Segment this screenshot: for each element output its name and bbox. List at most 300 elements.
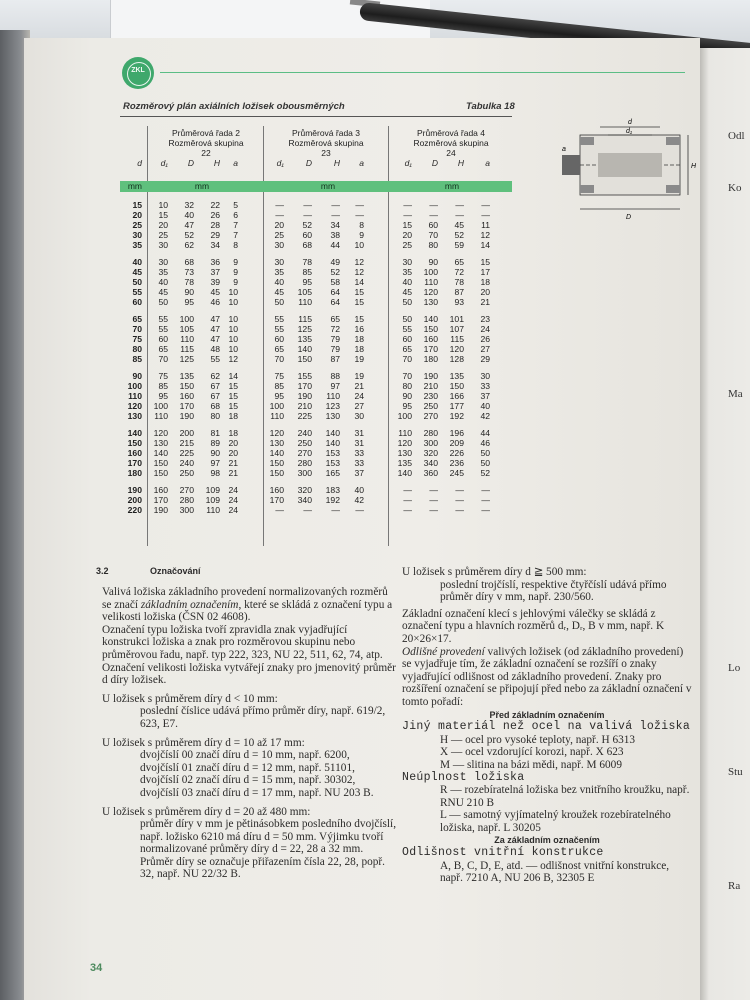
- table-cell: 280: [179, 495, 194, 505]
- table-cell: 300: [179, 505, 194, 515]
- table-cell: 15: [480, 257, 490, 267]
- table-cell: 30: [158, 257, 168, 267]
- table-cell: 140: [153, 448, 168, 458]
- table-cell: 42: [354, 495, 364, 505]
- table-cell: —: [331, 505, 340, 515]
- table-top-rule: [120, 116, 512, 117]
- rule-heading: U ložisek s průměrem díry d = 10 až 17 mm:: [102, 736, 305, 749]
- bore-diameter-cell: 50: [132, 277, 142, 287]
- table-cell: 21: [228, 458, 238, 468]
- table-cell: 236: [449, 458, 464, 468]
- table-cell: 46: [210, 297, 220, 307]
- subheading-after: Za základním označením: [494, 835, 600, 846]
- diagram-label-H: H: [691, 163, 697, 170]
- table-cell: 115: [180, 344, 194, 354]
- text: valivých ložisek (od základního provedení) se vyjadřuje tím, že základní označení se rozšíří o znaky vyjadřující odlišnost od základního provedení. Znaky pro rozšíření označení se připojují před nebo za základní označení v tomto pořadí:: [402, 645, 692, 708]
- table-cell: 30: [402, 257, 412, 267]
- table-cell: 95: [402, 401, 412, 411]
- table-cell: 150: [153, 458, 168, 468]
- table-row: [120, 230, 512, 240]
- table-cell: 79: [330, 344, 340, 354]
- table-cell: 210: [297, 401, 312, 411]
- table-number: Tabulka 18: [466, 101, 515, 112]
- right-text-column: [402, 566, 692, 885]
- table-cell: 24: [480, 324, 490, 334]
- table-cell: 170: [423, 344, 438, 354]
- list-item: R — rozebíratelná ložiska bez vnitřního kroužku, např. RNU 210 B: [440, 784, 690, 809]
- table-cell: —: [455, 200, 464, 210]
- table-cell: 67: [210, 391, 220, 401]
- table-cell: 340: [423, 458, 438, 468]
- table-cell: 101: [449, 314, 464, 324]
- shaft-washer: [598, 153, 662, 177]
- table-cell: 15: [402, 220, 412, 230]
- table-cell: 12: [228, 354, 238, 364]
- table-cell: 19: [354, 371, 364, 381]
- table-cell: 110: [326, 391, 340, 401]
- table-cell: 125: [297, 324, 312, 334]
- table-cell: 59: [454, 240, 464, 250]
- table-cell: 15: [158, 210, 168, 220]
- paragraph: [102, 586, 397, 624]
- table-cell: —: [481, 210, 490, 220]
- bore-diameter-cell: 140: [127, 428, 142, 438]
- table-cell: 65: [454, 257, 464, 267]
- table-cell: 20: [228, 448, 238, 458]
- table-cell: 120: [449, 344, 464, 354]
- table-cell: 85: [274, 381, 284, 391]
- table-cell: 50: [480, 458, 490, 468]
- group-line: Rozměrová skupina: [288, 138, 364, 148]
- next-page-fragment: Ma: [728, 388, 743, 400]
- table-cell: 18: [480, 277, 490, 287]
- table-cell: 160: [179, 391, 194, 401]
- table-cell: 90: [428, 257, 438, 267]
- table-cell: 75: [158, 371, 168, 381]
- table-cell: 150: [153, 468, 168, 478]
- table-row: [120, 381, 512, 391]
- table-cell: 30: [158, 240, 168, 250]
- table-cell: 45: [402, 287, 412, 297]
- table-cell: 9: [233, 267, 238, 277]
- group-header-24: [392, 128, 510, 158]
- table-cell: 250: [179, 468, 194, 478]
- table-cell: 80: [428, 240, 438, 250]
- table-cell: 100: [423, 267, 438, 277]
- bore-diameter-cell: 190: [127, 485, 142, 495]
- table-cell: 135: [179, 371, 194, 381]
- table-cell: 120: [269, 428, 284, 438]
- table-cell: 150: [423, 324, 438, 334]
- next-page-edge: [700, 48, 750, 1000]
- table-cell: 109: [205, 495, 220, 505]
- table-cell: 100: [179, 314, 194, 324]
- table-cell: 280: [297, 458, 312, 468]
- table-cell: 11: [481, 220, 490, 230]
- table-cell: 29: [480, 354, 490, 364]
- emphasis: základním označením: [140, 598, 239, 611]
- table-cell: 130: [153, 438, 168, 448]
- table-row: [120, 210, 512, 220]
- table-cell: 19: [354, 354, 364, 364]
- table-cell: 120: [397, 438, 412, 448]
- bearing-ring: [666, 185, 680, 193]
- bore-diameter-cell: 110: [128, 391, 142, 401]
- table-cell: 55: [210, 354, 220, 364]
- table-row: [120, 344, 512, 354]
- table-cell: 105: [297, 287, 312, 297]
- diagram-label-d1: d₁: [626, 128, 633, 135]
- bore-diameter-cell: 150: [127, 438, 142, 448]
- table-cell: 110: [180, 334, 194, 344]
- table-cell: 24: [354, 391, 364, 401]
- table-cell: 20: [480, 287, 490, 297]
- table-cell: 10: [228, 334, 238, 344]
- table-cell: 55: [402, 324, 412, 334]
- table-cell: 47: [210, 334, 220, 344]
- table-cell: 70: [402, 354, 412, 364]
- table-cell: 40: [480, 401, 490, 411]
- table-cell: 52: [330, 267, 340, 277]
- table-cell: 115: [450, 334, 464, 344]
- table-cell: 130: [423, 297, 438, 307]
- table-cell: 10: [228, 287, 238, 297]
- table-cell: 60: [302, 230, 312, 240]
- bore-diameter-cell: 55: [132, 287, 142, 297]
- table-cell: 78: [454, 277, 464, 287]
- table-cell: 87: [330, 354, 340, 364]
- table-cell: 245: [449, 468, 464, 478]
- table-cell: 64: [330, 287, 340, 297]
- shaft-stub: [562, 155, 580, 175]
- table-cell: 160: [269, 485, 284, 495]
- table-cell: 65: [158, 344, 168, 354]
- table-cell: 88: [330, 371, 340, 381]
- table-cell: 165: [325, 468, 340, 478]
- table-cell: 153: [325, 448, 340, 458]
- table-cell: —: [455, 505, 464, 515]
- table-cell: 18: [354, 334, 364, 344]
- next-page-fragment: Ko: [728, 182, 742, 194]
- table-title: Rozměrový plán axiálních ložisek obousměrných: [123, 101, 345, 112]
- table-cell: 89: [210, 438, 220, 448]
- table-cell: 100: [153, 401, 168, 411]
- table-cell: 240: [297, 428, 312, 438]
- table-cell: —: [429, 485, 438, 495]
- table-cell: 12: [354, 257, 364, 267]
- table-cell: 170: [269, 495, 284, 505]
- list-item: A, B, C, D, E, atd. — odlišnost vnitřní konstrukce, např. 7210 A, NU 206 B, 32305 E: [440, 859, 670, 885]
- subheading-before: Před základním označením: [489, 709, 605, 720]
- table-cell: 10: [228, 314, 238, 324]
- table-cell: 120: [153, 428, 168, 438]
- bearing-ring: [580, 185, 594, 193]
- rule-line: dvojčíslí 00 značí díru d = 10 mm, např. 6200,: [140, 749, 350, 762]
- table-row: [120, 371, 512, 381]
- table-cell: 20: [228, 438, 238, 448]
- table-cell: —: [355, 200, 364, 210]
- header-rule: [160, 72, 685, 73]
- table-cell: 105: [179, 324, 194, 334]
- bore-diameter-cell: 85: [132, 354, 142, 364]
- bore-diameter-cell: 200: [127, 495, 142, 505]
- table-cell: 50: [402, 314, 412, 324]
- section-title: Označování: [150, 566, 201, 576]
- table-cell: 78: [184, 277, 194, 287]
- table-cell: 90: [402, 391, 412, 401]
- table-cell: 47: [210, 314, 220, 324]
- text: , které se skládá z označení typu a velikosti ložiska (ČSN 02 4608).: [102, 598, 393, 624]
- page-number: 34: [90, 962, 103, 974]
- bore-diameter-cell: 40: [132, 257, 142, 267]
- bore-diameter-cell: 80: [132, 344, 142, 354]
- table-cell: 190: [423, 371, 438, 381]
- emphasis: Odlišné provedení: [402, 645, 485, 658]
- table-cell: 90: [210, 448, 220, 458]
- unit-group-23: mm: [320, 181, 336, 191]
- column-header: d₁: [404, 158, 412, 168]
- table-cell: 46: [480, 438, 490, 448]
- rule-body: poslední číslice udává přímo průměr díry, např. 619/2, 623, E7.: [140, 705, 386, 730]
- column-header: H: [333, 158, 340, 168]
- table-cell: —: [403, 505, 412, 515]
- table-cell: 26: [480, 334, 490, 344]
- column-header-row: [120, 158, 512, 170]
- table-cell: 9: [233, 257, 238, 267]
- table-cell: 32: [184, 200, 194, 210]
- table-cell: 85: [158, 381, 168, 391]
- table-cell: 87: [454, 287, 464, 297]
- table-cell: —: [455, 485, 464, 495]
- unit-row: [120, 181, 512, 192]
- table-cell: —: [429, 505, 438, 515]
- paragraph: Označení typu ložiska tvoří zpravidla znak vyjadřující konstrukci ložiska a znak pro rozměrovou skupinu nebo průměrovou řadu, např. typ 222, 323, NU 22, 511, 62, 74, atp.: [102, 623, 383, 661]
- table-cell: 85: [302, 267, 312, 277]
- table-cell: 180: [423, 354, 438, 364]
- table-cell: 23: [480, 314, 490, 324]
- table-cell: —: [403, 495, 412, 505]
- column-header: D: [305, 158, 312, 168]
- table-row: [120, 438, 512, 448]
- logo-text: ZKL: [131, 67, 145, 74]
- table-cell: 60: [402, 334, 412, 344]
- group-line: Průměrová řada 2: [171, 128, 241, 138]
- next-page-fragment: Ra: [728, 880, 741, 892]
- table-cell: 226: [449, 448, 464, 458]
- table-cell: —: [303, 200, 312, 210]
- table-cell: 170: [297, 381, 312, 391]
- table-cell: 225: [179, 448, 194, 458]
- table-row: [120, 411, 512, 421]
- table-cell: 110: [424, 277, 438, 287]
- table-cell: 33: [354, 448, 364, 458]
- table-cell: 20: [402, 230, 412, 240]
- unit-group-22: mm: [194, 181, 210, 191]
- table-cell: 35: [274, 267, 284, 277]
- table-cell: 38: [330, 230, 340, 240]
- column-header: d₁: [160, 158, 168, 168]
- bore-diameter-cell: 70: [132, 324, 142, 334]
- table-cell: 80: [402, 381, 412, 391]
- table-cell: 39: [210, 277, 220, 287]
- table-cell: —: [429, 495, 438, 505]
- table-cell: 16: [354, 324, 364, 334]
- table-cell: 30: [274, 240, 284, 250]
- table-cell: 150: [297, 354, 312, 364]
- table-cell: 60: [274, 334, 284, 344]
- table-cell: 21: [228, 468, 238, 478]
- table-row: [120, 257, 512, 267]
- table-cell: 9: [359, 230, 364, 240]
- table-cell: 340: [297, 495, 312, 505]
- paragraph: Označení velikosti ložiska vytvářejí znaky pro jmenovitý průměr d díry ložisek.: [102, 661, 396, 687]
- table-cell: 270: [423, 411, 438, 421]
- table-row: [120, 354, 512, 364]
- table-cell: 44: [330, 240, 340, 250]
- table-cell: 60: [158, 334, 168, 344]
- rule-line: dvojčíslí 01 značí díru d = 12 mm, např. 51101,: [140, 761, 355, 774]
- table-cell: 68: [184, 257, 194, 267]
- table-cell: 28: [210, 220, 220, 230]
- table-cell: 100: [397, 411, 412, 421]
- table-row: [120, 200, 512, 210]
- table-cell: 18: [228, 428, 238, 438]
- table-cell: 68: [210, 401, 220, 411]
- table-cell: 14: [480, 240, 490, 250]
- zkl-logo: [122, 57, 154, 89]
- table-cell: 62: [184, 240, 194, 250]
- table-cell: 34: [330, 220, 340, 230]
- table-cell: 170: [153, 495, 168, 505]
- table-cell: 30: [480, 371, 490, 381]
- table-cell: 190: [179, 411, 194, 421]
- unit-group-24: mm: [444, 181, 460, 191]
- column-header: H: [213, 158, 220, 168]
- table-cell: 36: [210, 257, 220, 267]
- table-cell: 10: [228, 344, 238, 354]
- table-cell: 72: [454, 267, 464, 277]
- rule-line: dvojčíslí 02 značí díru d = 15 mm, např. 30302,: [140, 774, 356, 787]
- table-row: [120, 334, 512, 344]
- table-cell: 45: [158, 287, 168, 297]
- table-cell: 135: [397, 458, 412, 468]
- next-page-fragment: Stu: [728, 766, 743, 778]
- table-cell: 30: [274, 257, 284, 267]
- table-cell: 270: [179, 485, 194, 495]
- table-cell: 14: [354, 277, 364, 287]
- bore-diameter-cell: 170: [127, 458, 142, 468]
- table-cell: 40: [402, 277, 412, 287]
- table-cell: 55: [158, 324, 168, 334]
- table-cell: 80: [210, 411, 220, 421]
- table-cell: —: [275, 505, 284, 515]
- bearing-cross-section-diagram: [560, 115, 700, 225]
- table-cell: 140: [325, 428, 340, 438]
- table-cell: 78: [302, 257, 312, 267]
- table-cell: 153: [325, 458, 340, 468]
- paragraph: [402, 646, 692, 709]
- table-cell: 12: [354, 267, 364, 277]
- table-cell: 44: [480, 428, 490, 438]
- diagram-label-D: D: [626, 214, 632, 221]
- table-cell: 24: [228, 485, 238, 495]
- table-cell: 240: [179, 458, 194, 468]
- diagram-label-d: d: [628, 119, 632, 126]
- bore-diameter-cell: 120: [127, 401, 142, 411]
- table-cell: 70: [402, 371, 412, 381]
- table-cell: 95: [184, 297, 194, 307]
- rule-body: průměr díry v mm je pětinásobkem posledního dvojčíslí, např. ložisko 6210 má díru d = 50 mm. Výjimku tvoří normalizované průměry díry d = 22, 28 a 32 mm. Průměr díry se označuje přiřazením čísla 22, 28, popř. 32, např. NU 22/32 B.: [140, 818, 397, 881]
- table-cell: 150: [269, 468, 284, 478]
- group-header-23: [266, 128, 386, 158]
- bore-diameter-cell: 180: [127, 468, 142, 478]
- table-cell: 190: [153, 505, 168, 515]
- table-cell: 209: [449, 438, 464, 448]
- table-cell: 79: [330, 334, 340, 344]
- table-row: [120, 401, 512, 411]
- table-cell: 130: [269, 438, 284, 448]
- table-cell: 150: [449, 381, 464, 391]
- table-cell: 47: [184, 220, 194, 230]
- table-cell: 64: [330, 297, 340, 307]
- material-heading: Jiný materiál než ocel na valivá ložiska: [402, 720, 691, 734]
- table-cell: 160: [423, 334, 438, 344]
- table-cell: 280: [423, 428, 438, 438]
- table-cell: 140: [397, 468, 412, 478]
- table-cell: 123: [325, 401, 340, 411]
- table-cell: 15: [228, 391, 238, 401]
- table-row: [120, 485, 512, 495]
- table-cell: 93: [454, 297, 464, 307]
- table-cell: 42: [480, 411, 490, 421]
- table-cell: —: [303, 210, 312, 220]
- table-cell: 52: [454, 230, 464, 240]
- table-cell: 10: [354, 240, 364, 250]
- table-row: [120, 297, 512, 307]
- table-cell: 52: [480, 468, 490, 478]
- table-cell: 135: [297, 334, 312, 344]
- table-cell: 20: [158, 220, 168, 230]
- column-header: a: [485, 158, 490, 168]
- rule-heading: U ložisek s průměrem díry d < 10 mm:: [102, 692, 278, 705]
- table-cell: —: [481, 200, 490, 210]
- table-cell: 25: [274, 230, 284, 240]
- table-cell: 35: [402, 267, 412, 277]
- bore-diameter-cell: 15: [132, 200, 142, 210]
- table-cell: 65: [274, 344, 284, 354]
- table-cell: 115: [298, 314, 312, 324]
- column-header: a: [233, 158, 238, 168]
- table-cell: 5: [233, 200, 238, 210]
- table-cell: 183: [325, 485, 340, 495]
- table-cell: —: [303, 505, 312, 515]
- table-cell: 160: [153, 485, 168, 495]
- table-cell: 10: [228, 324, 238, 334]
- table-cell: 150: [269, 458, 284, 468]
- column-header: D: [187, 158, 194, 168]
- table-cell: 52: [184, 230, 194, 240]
- bore-diameter-cell: 25: [132, 220, 142, 230]
- table-cell: —: [481, 495, 490, 505]
- rule-heading: U ložisek s průměrem díry d ≧ 500 mm:: [402, 566, 587, 578]
- table-cell: 81: [210, 428, 220, 438]
- table-cell: 29: [210, 230, 220, 240]
- table-cell: 48: [210, 344, 220, 354]
- table-cell: —: [331, 210, 340, 220]
- table-cell: 45: [210, 287, 220, 297]
- table-cell: 70: [158, 354, 168, 364]
- table-cell: 200: [179, 428, 194, 438]
